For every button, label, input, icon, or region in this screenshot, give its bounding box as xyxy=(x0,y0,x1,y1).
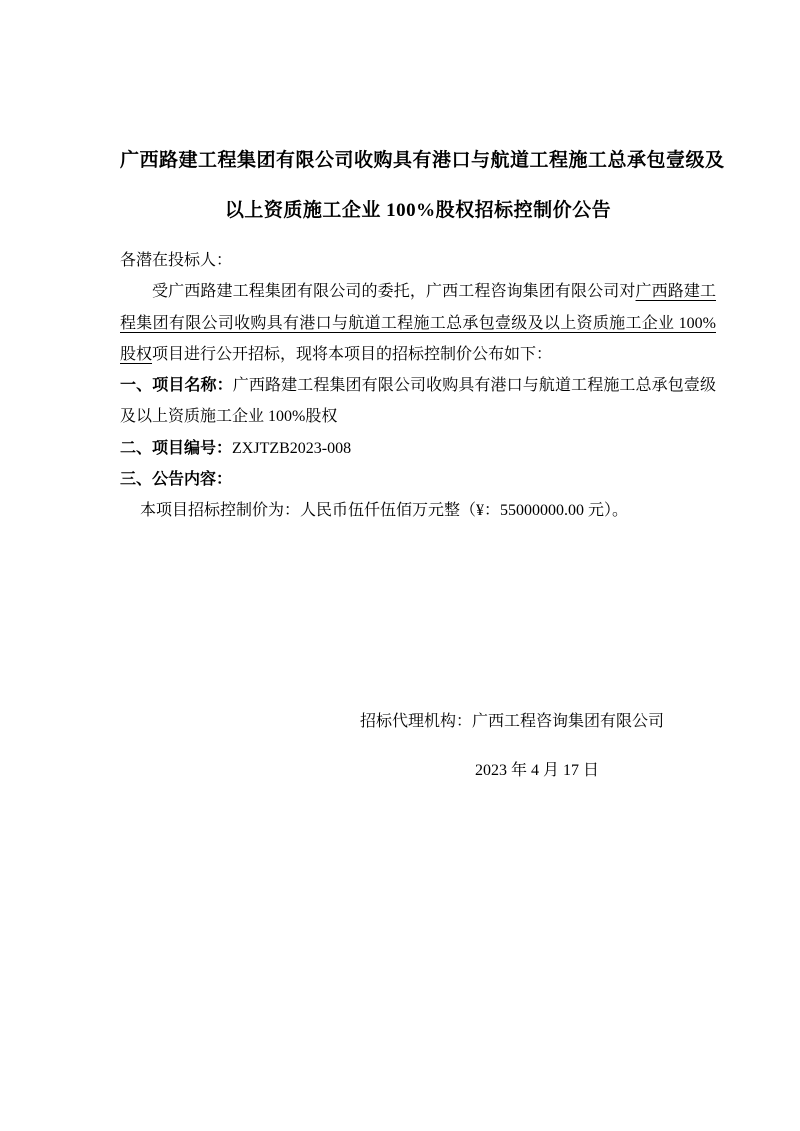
salutation-line: 各潜在投标人： xyxy=(120,252,233,269)
intro-text-pre: 受广西路建工程集团有限公司的委托，广西工程咨询集团有限公司对 xyxy=(152,283,636,301)
item-project-name xyxy=(120,370,716,433)
date-line: 2023 年 4 月 17 日 xyxy=(475,762,600,779)
item-project-number xyxy=(120,433,716,464)
document-body xyxy=(120,245,716,527)
document-title xyxy=(120,136,725,236)
control-price-line: 本项目招标控制价为：人民币伍仟伍佰万元整（¥：55000000.00 元）。 xyxy=(140,502,629,520)
item-announcement-content xyxy=(120,464,716,495)
title-line-2: 以上资质施工企业 100%股权招标控制价公告 xyxy=(224,200,612,221)
item-project-number-label: 二、项目编号： xyxy=(120,439,233,457)
agency-label: 招标代理机构： xyxy=(360,713,473,730)
intro-paragraph xyxy=(120,276,716,370)
item-project-number-value: ZXJTZB2023-008 xyxy=(232,439,352,457)
item-project-name-label: 一、项目名称： xyxy=(120,377,233,395)
document-content xyxy=(120,0,725,527)
item-announcement-content-label: 三、公告内容： xyxy=(120,471,233,489)
item-project-name-value: 广西路建工程集团有限公司收购具有港口与航道工程施工总承包壹级及以上资质施工企业 100%股权 xyxy=(120,377,716,426)
intro-underlined-project-name: 广西路建工程集团有限公司收购具有港口与航道工程施工总承包壹级及以上资质施工企业 100%股权 xyxy=(120,283,716,363)
agency-name: 广西工程咨询集团有限公司 xyxy=(472,713,665,730)
intro-text-post: 项目进行公开招标，现将本项目的招标控制价公布如下： xyxy=(152,345,553,363)
agency-line xyxy=(360,710,664,734)
title-line-1: 广西路建工程集团有限公司收购具有港口与航道工程施工总承包壹级及 xyxy=(120,150,725,171)
